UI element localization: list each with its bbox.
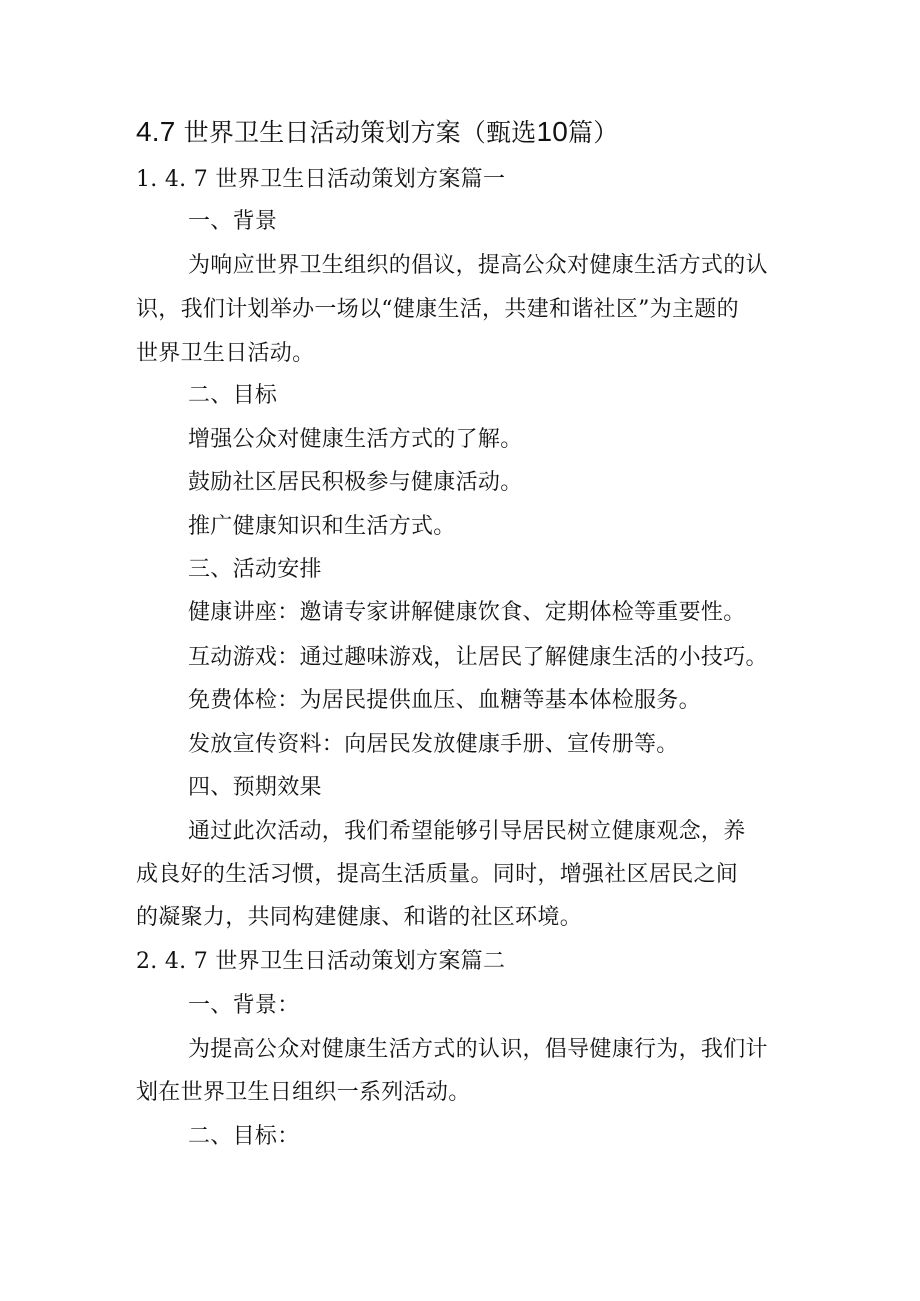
paragraph-line: 识，我们计划举办一场以“健康生活，共建和谐社区”为主题的 <box>136 297 739 322</box>
subheading-goals-2: 二、目标： <box>188 1124 300 1149</box>
subheading-background-2: 一、背景： <box>188 993 300 1018</box>
title-number: 4.7 <box>136 116 176 147</box>
subheading-expected-results: 四、预期效果 <box>188 775 322 800</box>
paragraph-line: 为响应世界卫生组织的倡议，提高公众对健康生活方式的认 <box>188 253 768 278</box>
paragraph-line: 通过此次活动，我们希望能够引导居民树立健康观念，养 <box>188 819 746 844</box>
paragraph-line: 的凝聚力，共同构建健康、和谐的社区环境。 <box>136 905 583 930</box>
section-heading-2: 2. 4. 7 世界卫生日活动策划方案篇二 <box>136 949 506 974</box>
paragraph-line: 成良好的生活习惯，提高生活质量。同时，增强社区居民之间 <box>136 862 739 887</box>
paragraph-line: 免费体检：为居民提供血压、血糖等基本体检服务。 <box>188 688 701 713</box>
paragraph-line: 健康讲座：邀请专家讲解健康饮食、定期体检等重要性。 <box>188 600 746 625</box>
paragraph-line: 鼓励社区居民积极参与健康活动。 <box>188 470 523 495</box>
paragraph-line: 增强公众对健康生活方式的了解。 <box>188 427 523 452</box>
document-title <box>136 114 618 151</box>
subheading-background-1: 一、背景 <box>188 209 278 234</box>
paragraph-line: 为提高公众对健康生活方式的认识，倡导健康行为，我们计 <box>188 1037 768 1062</box>
section-heading-1: 1. 4. 7 世界卫生日活动策划方案篇一 <box>136 167 506 192</box>
paragraph-line: 推广健康知识和生活方式。 <box>188 514 456 539</box>
title-text: 世界卫生日活动策划方案（甄选 <box>175 118 537 147</box>
title-suffix: 篇） <box>568 118 619 147</box>
subheading-goals-1: 二、目标 <box>188 383 278 408</box>
paragraph-line: 发放宣传资料：向居民发放健康手册、宣传册等。 <box>188 732 679 757</box>
paragraph-line: 互动游戏：通过趣味游戏，让居民了解健康生活的小技巧。 <box>188 645 768 670</box>
title-count: 10 <box>536 116 569 147</box>
paragraph-line: 划在世界卫生日组织一系列活动。 <box>136 1080 471 1105</box>
subheading-schedule: 三、活动安排 <box>188 557 322 582</box>
paragraph-line: 世界卫生日活动。 <box>136 341 315 366</box>
